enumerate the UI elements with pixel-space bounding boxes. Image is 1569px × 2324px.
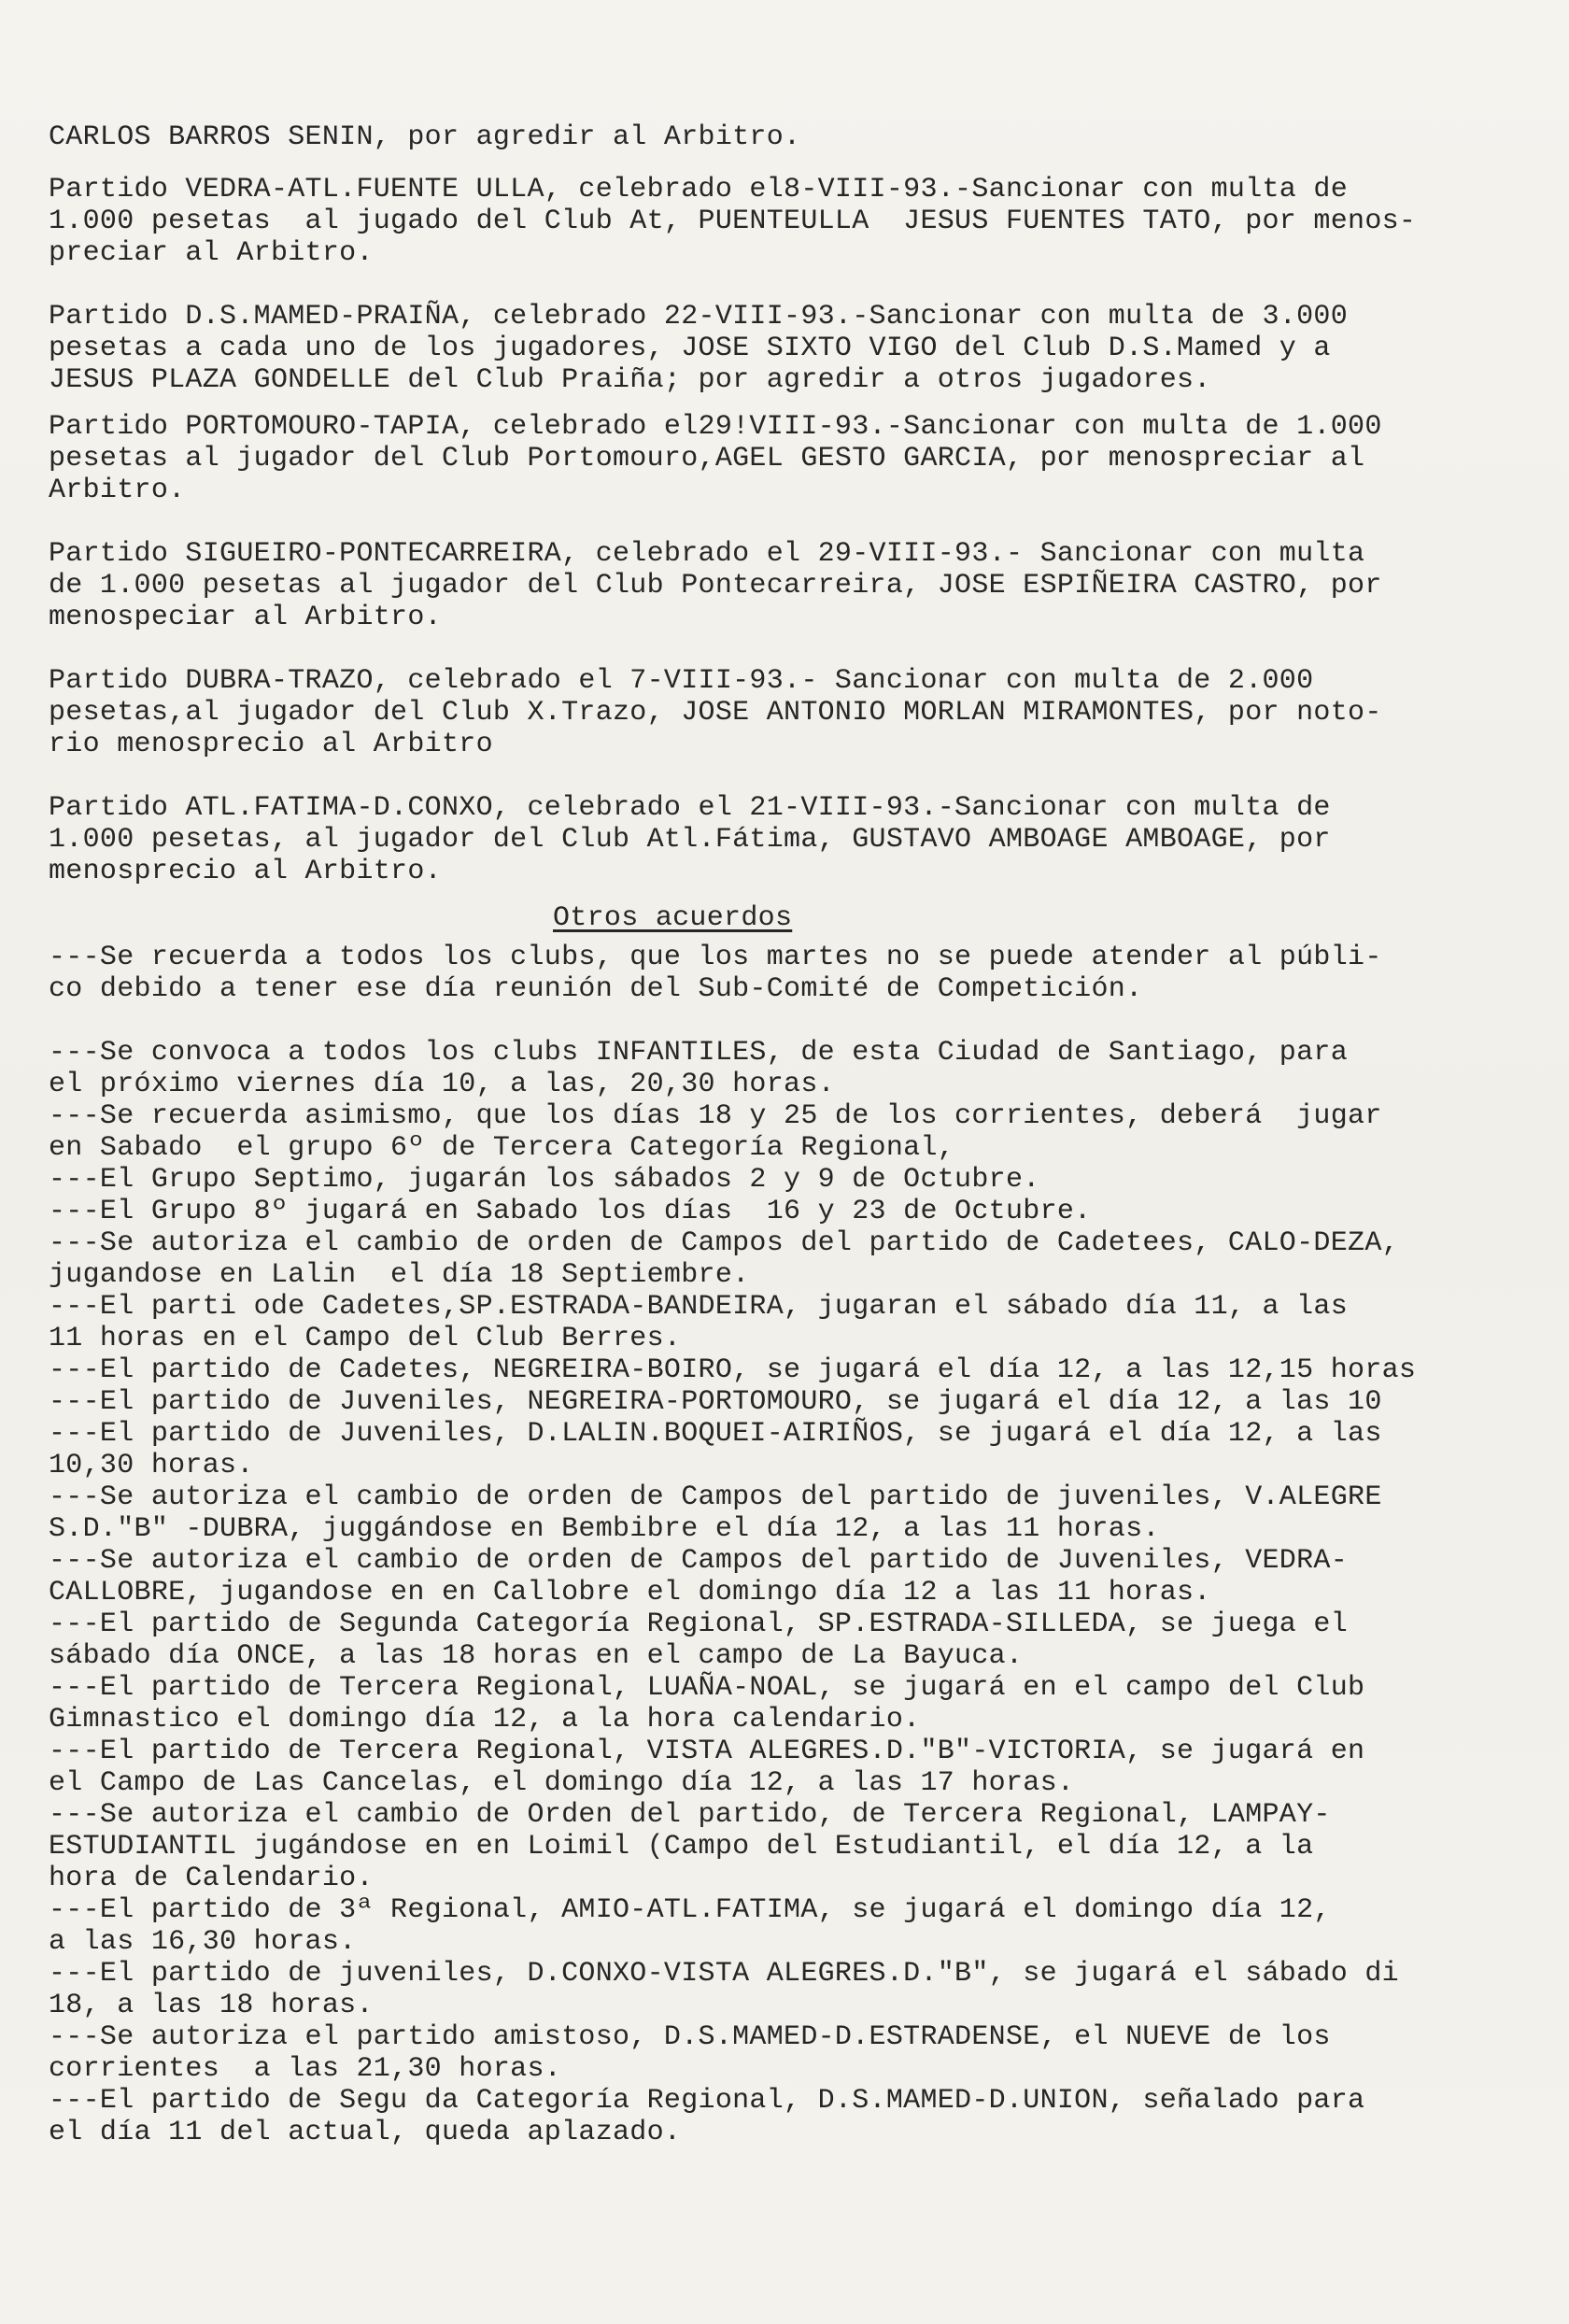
note-item [49,1164,1534,1196]
text-line: Partido VEDRA-ATL.FUENTE ULLA, celebrado el8-VIII-93.-Sancionar con multa de [49,174,1349,205]
text-line: ---Se autoriza el partido amistoso, D.S.MAMED-D.ESTRADENSE, el NUEVE de los [49,2021,1331,2053]
text-line: de 1.000 pesetas al jugador del Club Pontecarreira, JOSE ESPIÑEIRA CASTRO, por [49,570,1382,602]
text-line: ---El partido de Juveniles, NEGREIRA-PORTOMOURO, se jugará el día 12, a las 10 [49,1386,1382,1418]
note-item [49,1196,1534,1227]
text-line: ESTUDIANTIL jugándose en en Loimil (Campo del Estudiantil, el día 12, a la [49,1831,1314,1863]
text-line: ---El partido de 3ª Regional, AMIO-ATL.FATIMA, se jugará el domingo día 12, [49,1894,1331,1926]
text-line: 1.000 pesetas al jugado del Club At, PUENTEULLA JESUS FUENTES TATO, por menos- [49,205,1417,237]
text-line: pesetas a cada uno de los jugadores, JOSE SIXTO VIGO del Club D.S.Mamed y a [49,333,1331,364]
text-line: Partido PORTOMOURO-TAPIA, celebrado el29!VIII-93.-Sancionar con multa de 1.000 [49,411,1382,443]
text-line: S.D."B" -DUBRA, juggándose en Bembibre el día 12, a las 11 horas. [49,1513,1160,1545]
document-body [49,121,1534,2148]
text-line: pesetas,al jugador del Club X.Trazo, JOSE ANTONIO MORLAN MIRAMONTES, por noto- [49,697,1382,729]
text-line: ---El partido de Tercera Regional, VISTA ALEGRES.D."B"-VICTORIA, se jugará en [49,1736,1365,1767]
note-item [49,1958,1534,2021]
text-line: hora de Calendario. [49,1863,374,1894]
sanction-paragraph [49,411,1534,506]
note-item [49,1100,1534,1164]
text-line: el Campo de Las Cancelas, el domingo día 12, a las 17 horas. [49,1767,1075,1799]
text-line: en Sabado el grupo 6º de Tercera Categoría Regional, [49,1132,955,1164]
text-line: ---El partido de Tercera Regional, LUAÑA-NOAL, se jugará en el campo del Club [49,1672,1365,1704]
text-line: Partido ATL.FATIMA-D.CONXO, celebrado el 21-VIII-93.-Sancionar con multa de [49,792,1331,824]
note-item [49,942,1534,1037]
text-line: ---El parti ode Cadetes,SP.ESTRADA-BANDEIRA, jugaran el sábado día 11, a las [49,1291,1349,1323]
text-line: sábado día ONCE, a las 18 horas en el campo de La Bayuca. [49,1640,1024,1672]
text-line: 1.000 pesetas, al jugador del Club Atl.Fátima, GUSTAVO AMBOAGE AMBOAGE, por [49,824,1331,856]
text-line: a las 16,30 horas. [49,1926,357,1958]
text-line: ---Se recuerda asimismo, que los días 18 y 25 de los corrientes, deberá jugar [49,1100,1382,1132]
note-item [49,1894,1534,1958]
text-line: ---Se autoriza el cambio de orden de Campos del partido de Juveniles, VEDRA- [49,1545,1349,1577]
text-line: ---El partido de juveniles, D.CONXO-VISTA ALEGRES.D."B", se jugará el sábado di [49,1958,1399,1990]
text-line: pesetas al jugador del Club Portomouro,AGEL GESTO GARCIA, por menospreciar al [49,443,1365,475]
sanction-paragraph [49,792,1534,887]
note-item [49,1672,1534,1736]
note-item [49,1799,1534,1894]
text-line: Arbitro. [49,475,186,506]
text-line: co debido a tener ese día reunión del Sub-Comité de Competición. [49,973,1143,1005]
sanction-paragraph [49,301,1534,396]
text-line: ---El partido de Juveniles, D.LALIN.BOQUEI-AIRIÑOS, se jugará el día 12, a las [49,1418,1382,1450]
text-line: el día 11 del actual, queda aplazado. [49,2117,682,2148]
section-title-text: Otros acuerdos [553,902,793,934]
note-item [49,1481,1534,1545]
text-line: 11 horas en el Campo del Club Berres. [49,1323,682,1354]
note-item [49,2021,1534,2085]
sanction-paragraph [49,121,1534,153]
text-line: menosprecio al Arbitro. [49,856,442,887]
note-item [49,1736,1534,1799]
note-item [49,1354,1534,1386]
note-item [49,1386,1534,1418]
text-line: CARLOS BARROS SENIN, por agredir al Arbitro. [49,121,801,153]
note-item [49,1037,1534,1100]
section-title [49,902,1534,934]
sanction-paragraph [49,665,1534,760]
text-line: ---Se autoriza el cambio de orden de Campos del partido de Cadetees, CALO-DEZA, [49,1227,1399,1259]
text-line: preciar al Arbitro. [49,237,374,269]
text-line: 18, a las 18 horas. [49,1990,374,2021]
text-line: 10,30 horas. [49,1450,254,1481]
text-line: ---Se recuerda a todos los clubs, que los martes no se puede atender al públi- [49,942,1382,973]
note-item [49,1608,1534,1672]
text-line: corrientes a las 21,30 horas. [49,2053,562,2085]
sanction-paragraph [49,174,1534,269]
note-item [49,1545,1534,1608]
text-line: jugandose en Lalin el día 18 Septiembre. [49,1259,750,1291]
notes-list [49,942,1534,2148]
note-item [49,1418,1534,1481]
text-line: CALLOBRE, jugandose en en Callobre el domingo día 12 a las 11 horas. [49,1577,1211,1608]
text-line: Partido D.S.MAMED-PRAIÑA, celebrado 22-VIII-93.-Sancionar con multa de 3.000 [49,301,1349,333]
note-item [49,2085,1534,2148]
sanction-paragraph [49,538,1534,633]
text-line: Gimnastico el domingo día 12, a la hora calendario. [49,1704,921,1736]
text-line: ---El Grupo Septimo, jugarán los sábados 2 y 9 de Octubre. [49,1164,1040,1196]
text-line: ---Se convoca a todos los clubs INFANTILES, de esta Ciudad de Santiago, para [49,1037,1349,1069]
text-line: ---El partido de Cadetes, NEGREIRA-BOIRO, se jugará el día 12, a las 12,15 horas [49,1354,1417,1386]
text-line: ---El partido de Segu da Categoría Regional, D.S.MAMED-D.UNION, señalado para [49,2085,1365,2117]
text-line: Partido SIGUEIRO-PONTECARREIRA, celebrado el 29-VIII-93.- Sancionar con multa [49,538,1365,570]
text-line: ---Se autoriza el cambio de Orden del partido, de Tercera Regional, LAMPAY- [49,1799,1331,1831]
text-line: rio menosprecio al Arbitro [49,729,493,760]
text-line: ---El Grupo 8º jugará en Sabado los días 16 y 23 de Octubre. [49,1196,1092,1227]
text-line: ---Se autoriza el cambio de orden de Campos del partido de juveniles, V.ALEGRE [49,1481,1382,1513]
text-line: Partido DUBRA-TRAZO, celebrado el 7-VIII-93.- Sancionar con multa de 2.000 [49,665,1314,697]
note-item [49,1227,1534,1291]
text-line: ---El partido de Segunda Categoría Regional, SP.ESTRADA-SILLEDA, se juega el [49,1608,1349,1640]
text-line: el próximo viernes día 10, a las, 20,30 horas. [49,1069,835,1100]
text-line: JESUS PLAZA GONDELLE del Club Praiña; por agredir a otros jugadores. [49,364,1211,396]
note-item [49,1291,1534,1354]
text-line: menospeciar al Arbitro. [49,602,442,633]
